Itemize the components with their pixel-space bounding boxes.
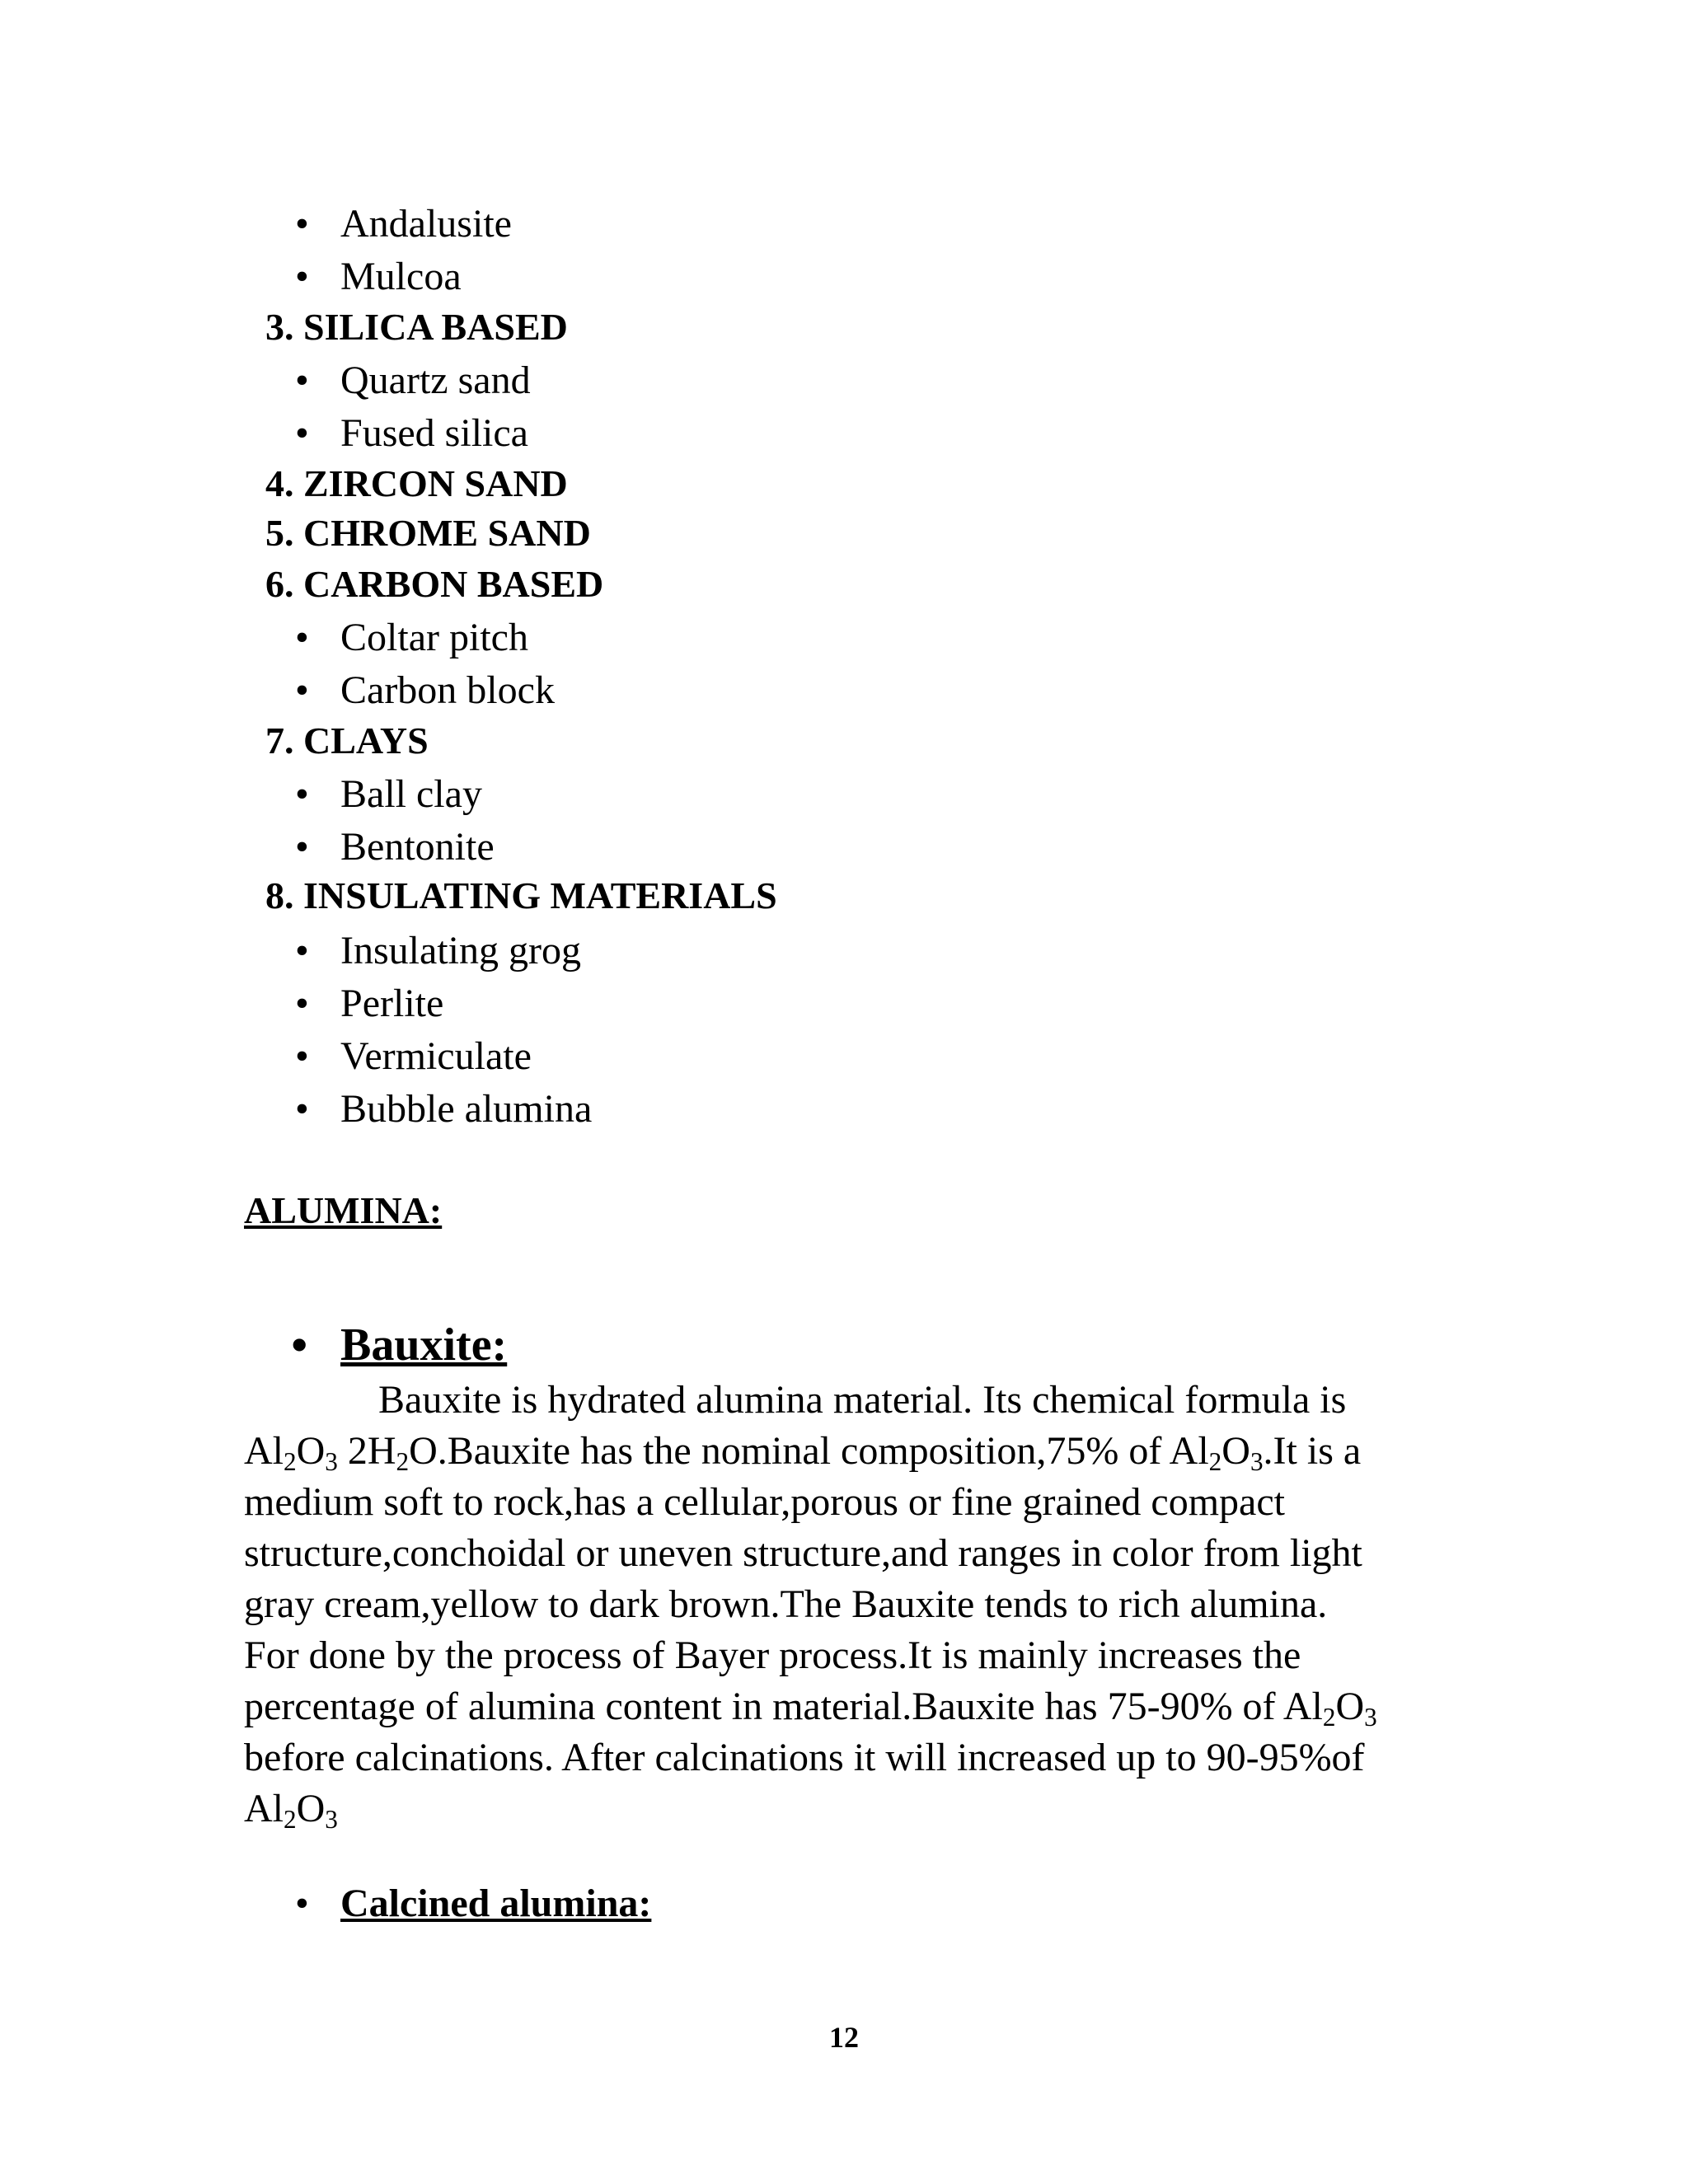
bullet-icon: •	[295, 982, 309, 1025]
section-heading: 5. CHROME SAND	[265, 512, 591, 554]
bullet-icon: •	[295, 1034, 309, 1078]
list-item: Coltar pitch	[340, 616, 528, 659]
section-heading: 6. CARBON BASED	[265, 563, 604, 605]
page-number: 12	[829, 2021, 859, 2054]
section-heading: 8. INSULATING MATERIALS	[265, 874, 777, 916]
paragraph-line: For done by the process of Bayer process.It is mainly increases the	[244, 1633, 1301, 1677]
paragraph-line: $Al_2O_3$ $2H_2O.Bauxite$ has the nominal composition,75% of $Al_2O_3.It$ is a	[244, 1429, 1362, 1476]
paragraph-line: before calcinations. After calcinations it will increased up to 90-95%of	[244, 1736, 1365, 1779]
paragraph-line: $Al_2O_3$	[244, 1787, 338, 1834]
paragraph-line: percentage of alumina content in material.Bauxite has 75-90% of $Al_2O_3$	[244, 1685, 1377, 1732]
list-item: Carbon block	[340, 668, 555, 712]
bullet-icon: •	[295, 616, 309, 659]
bullet-icon: •	[290, 1315, 309, 1374]
bullet-icon: •	[295, 1087, 309, 1131]
list-item: Andalusite	[340, 202, 512, 246]
section-heading: 7. CLAYS	[265, 719, 429, 762]
paragraph-line: Bauxite is hydrated alumina material. Its chemical formula is	[378, 1378, 1347, 1422]
list-item: Bubble alumina	[340, 1087, 593, 1131]
bauxite-paragraph	[244, 1375, 1489, 1835]
list-item: Bentonite	[340, 825, 495, 869]
list-item: Mulcoa	[340, 255, 462, 298]
bullet-icon: •	[295, 825, 309, 869]
bullet-icon: •	[295, 668, 309, 712]
list-item: Ball clay	[340, 772, 482, 816]
list-item: Quartz sand	[340, 359, 531, 402]
list-item: Insulating grog	[340, 929, 581, 972]
paragraph-line: gray cream,yellow to dark brown.The Bauxite tends to rich alumina.	[244, 1582, 1328, 1626]
bauxite-heading: Bauxite:	[340, 1319, 508, 1371]
section-heading: 4. ZIRCON SAND	[265, 462, 568, 504]
paragraph-line: structure,conchoidal or uneven structure,and ranges in color from light	[244, 1531, 1362, 1575]
section-heading: 3. SILICA BASED	[265, 306, 568, 348]
bullet-icon: •	[295, 772, 309, 816]
list-item: Vermiculate	[340, 1034, 532, 1078]
section-title: ALUMINA:	[244, 1189, 443, 1231]
bullet-icon: •	[295, 411, 309, 455]
bullet-icon: •	[295, 202, 309, 246]
list-item: Perlite	[340, 982, 444, 1025]
list-item: Fused silica	[340, 411, 528, 455]
calcined-alumina-heading: Calcined alumina:	[340, 1882, 652, 1925]
bullet-icon: •	[295, 1882, 309, 1925]
bullet-icon: •	[295, 359, 309, 402]
bullet-icon: •	[295, 255, 309, 298]
paragraph-line: medium soft to rock,has a cellular,porous or fine grained compact	[244, 1480, 1285, 1524]
bullet-icon: •	[295, 929, 309, 972]
